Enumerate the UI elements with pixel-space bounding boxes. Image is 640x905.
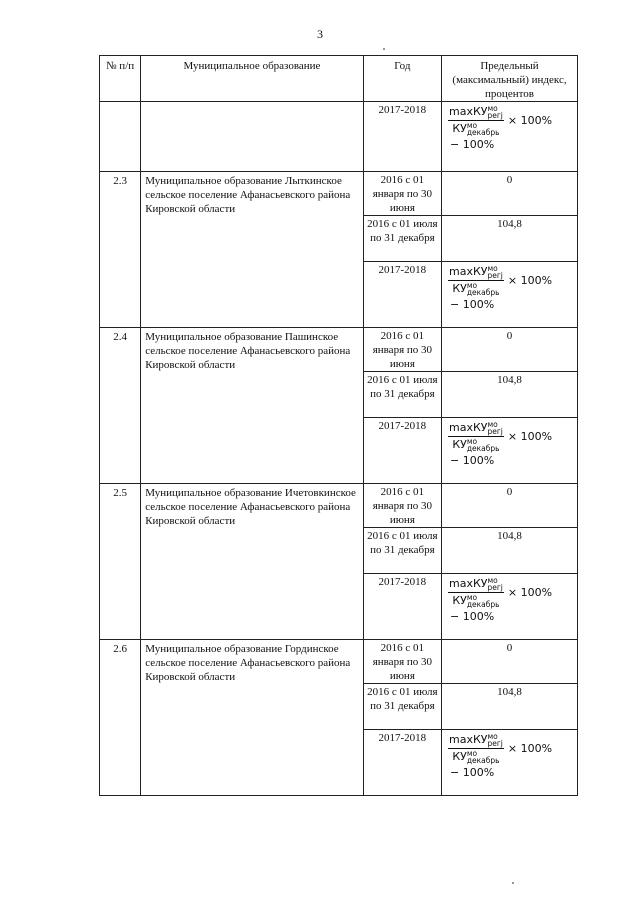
- formula-minus: − 100%: [450, 766, 495, 779]
- formula-cell: [442, 574, 578, 640]
- year-cell: 2016 с 01 июля по 31 декабря: [363, 528, 441, 574]
- index-value: 0: [442, 640, 578, 684]
- formula-cell: [442, 730, 578, 796]
- formula-denominator: КУ мо декабрь: [452, 749, 500, 765]
- index-formula: [448, 105, 575, 151]
- year-cell: 2016 с 01 января по 30 июня: [363, 484, 441, 528]
- continuation-mun-cell: [141, 102, 364, 172]
- formula-fraction: [448, 265, 504, 296]
- formula-denominator: КУ мо декабрь: [452, 437, 500, 453]
- page-number: 3: [317, 27, 323, 41]
- formula-numerator: maxКУ мо регj: [449, 732, 503, 748]
- tariff-index-table: [99, 55, 578, 796]
- formula-minus: − 100%: [450, 298, 495, 311]
- formula-denominator: КУ мо декабрь: [452, 121, 500, 137]
- scan-speck: [383, 48, 385, 50]
- year-cell: 2016 с 01 января по 30 июня: [363, 640, 441, 684]
- continuation-row: [100, 102, 578, 172]
- table-row: [100, 172, 578, 216]
- year-cell: 2016 с 01 июля по 31 декабря: [363, 684, 441, 730]
- year-cell: 2016 с 01 июля по 31 декабря: [363, 372, 441, 418]
- year-cell: 2017-2018: [363, 418, 441, 484]
- index-value: 0: [442, 172, 578, 216]
- column-header-index: Предельный (максимальный) индекс, процентов: [442, 56, 578, 102]
- formula-numerator: maxКУ мо регj: [449, 420, 503, 436]
- municipality-name: Муниципальное образование Ичетовкинское сельское поселение Афанасьевского района Кировской области: [141, 484, 364, 640]
- formula-fraction: [448, 105, 504, 136]
- year-cell: 2016 с 01 января по 30 июня: [363, 172, 441, 216]
- row-number: 2.3: [100, 172, 141, 328]
- column-header-municipality: Муниципальное образование: [141, 56, 364, 102]
- year-cell: 2017-2018: [363, 574, 441, 640]
- year-cell: 2016 с 01 января по 30 июня: [363, 328, 441, 372]
- municipality-name: Муниципальное образование Гординское сельское поселение Афанасьевского района Кировской области: [141, 640, 364, 796]
- table-row: [100, 328, 578, 372]
- index-formula: [448, 421, 575, 467]
- continuation-num-cell: [100, 102, 141, 172]
- row-number: 2.6: [100, 640, 141, 796]
- index-formula: [448, 265, 575, 311]
- formula-numerator: maxКУ мо регj: [449, 104, 503, 120]
- row-number: 2.4: [100, 328, 141, 484]
- municipality-name: Муниципальное образование Пашинское сельское поселение Афанасьевского района Кировской области: [141, 328, 364, 484]
- index-value: 104,8: [442, 528, 578, 574]
- formula-fraction: [448, 421, 504, 452]
- formula-denominator: КУ мо декабрь: [452, 593, 500, 609]
- index-formula: [448, 733, 575, 779]
- formula-minus: − 100%: [450, 610, 495, 623]
- index-value: 0: [442, 328, 578, 372]
- formula-times: × 100%: [507, 114, 553, 127]
- column-header-year: Год: [363, 56, 441, 102]
- index-value: 104,8: [442, 684, 578, 730]
- index-value: 104,8: [442, 216, 578, 262]
- formula-times: × 100%: [507, 430, 553, 443]
- column-header-num: № п/п: [100, 56, 141, 102]
- table-row: [100, 484, 578, 528]
- formula-cell: [442, 418, 578, 484]
- formula-denominator: КУ мо декабрь: [452, 281, 500, 297]
- table-header-row: [100, 56, 578, 102]
- index-value: 104,8: [442, 372, 578, 418]
- row-number: 2.5: [100, 484, 141, 640]
- municipality-name: Муниципальное образование Лыткинское сельское поселение Афанасьевского района Кировской области: [141, 172, 364, 328]
- formula-numerator: maxКУ мо регj: [449, 576, 503, 592]
- year-cell: 2017-2018: [363, 730, 441, 796]
- year-cell: 2016 с 01 июля по 31 декабря: [363, 216, 441, 262]
- formula-times: × 100%: [507, 274, 553, 287]
- year-cell: 2017-2018: [363, 102, 441, 172]
- formula-minus: − 100%: [450, 138, 495, 151]
- formula-cell: [442, 102, 578, 172]
- index-formula: [448, 577, 575, 623]
- index-value: 0: [442, 484, 578, 528]
- formula-minus: − 100%: [450, 454, 495, 467]
- formula-fraction: [448, 733, 504, 764]
- formula-numerator: maxКУ мо регj: [449, 264, 503, 280]
- formula-fraction: [448, 577, 504, 608]
- year-cell: 2017-2018: [363, 262, 441, 328]
- formula-times: × 100%: [507, 742, 553, 755]
- formula-times: × 100%: [507, 586, 553, 599]
- formula-cell: [442, 262, 578, 328]
- table-row: [100, 640, 578, 684]
- scan-speck: [512, 882, 514, 884]
